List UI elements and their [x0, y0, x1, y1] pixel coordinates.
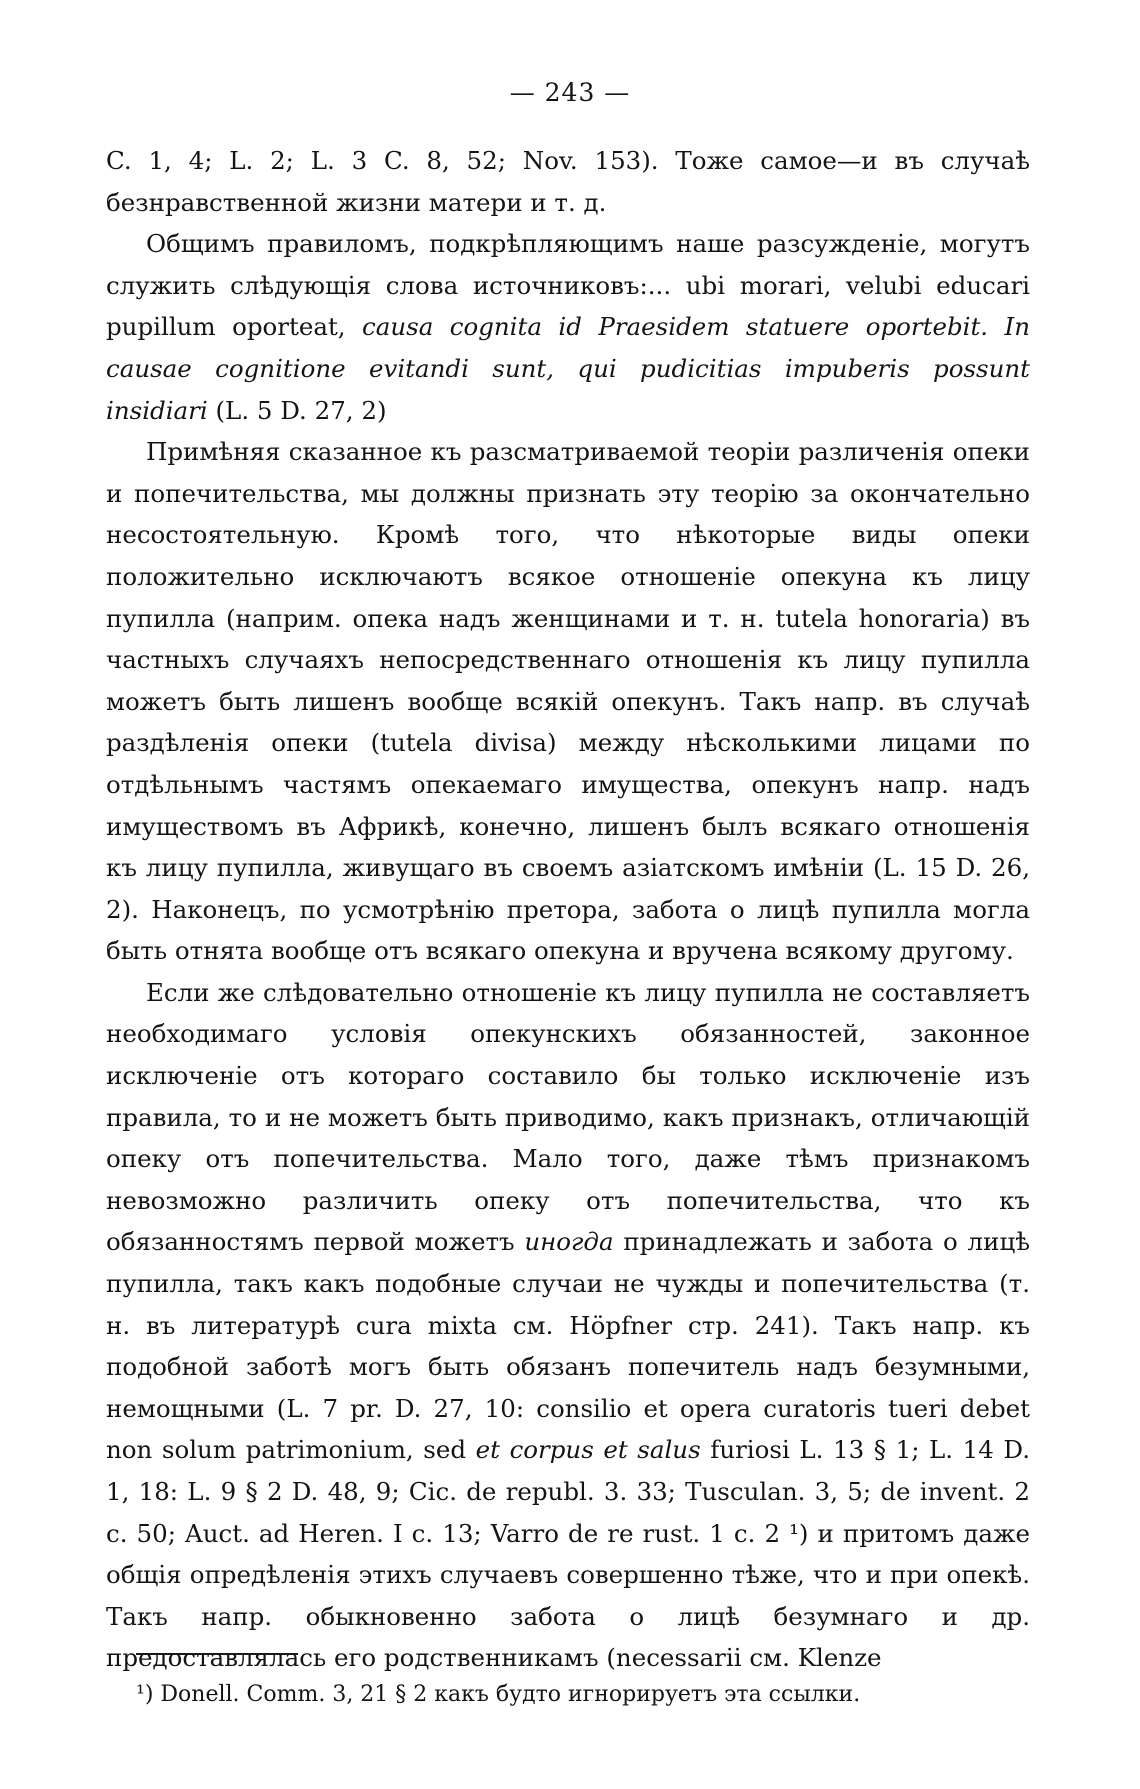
paragraph-4-middle-2: furiosi L. 13 § 1; L. 14 D. 1, 18: L. 9 § 2 D. 48, 9; Cic. de republ. 3. 33; Tusculan. 3, 5; de invent. 2 c. 50; Auct. ad Heren. I c. 13; Varro de re rust. 1 c. 2: [106, 1435, 1030, 1548]
emphasis-inogda: иногда: [524, 1227, 614, 1257]
paragraph-1-text: C. 1, 4; L. 2; L. 3 C. 8, 52; Nov. 153). Тоже самое—и въ случаѣ безнравственной жизни матери и т. д.: [106, 146, 1030, 217]
paragraph-4: [106, 972, 1030, 1679]
page-number: — 243 —: [509, 78, 631, 107]
paragraph-continuation: [106, 140, 1030, 223]
footnote-marker: ¹): [136, 1682, 154, 1707]
footnote-reference: ¹): [789, 1518, 809, 1548]
paragraph-2: [106, 223, 1030, 431]
emphasis-corpus-salus: et corpus et salus: [475, 1435, 701, 1465]
paragraph-4-end: и притомъ даже общія опредѣленія этихъ случаевъ совершенно тѣже, что и при опекѣ. Такъ напр. обыкновенно забота о лицѣ безумнаго и др. предоставлялась его родственникамъ (necessarii см. Klenze: [106, 1518, 1030, 1673]
paragraph-4-start: Если же слѣдовательно отношеніе къ лицу пупилла не составляетъ необходимаго условія опекунскихъ обязанностей, законное исключеніе отъ котораго составило бы только исключеніе изъ правила, то и не можетъ быть приводимо, какъ признакъ, отличающій опеку отъ попечительства. Мало того, даже тѣмъ признакомъ невозможно различить опеку отъ попечительства, что къ обязанностямъ первой можетъ: [106, 977, 1030, 1257]
paragraph-4-middle: принадлежать и забота о лицѣ пупилла, такъ какъ подобные случаи не чужды и попечительства (т. н. въ литературѣ cura mixta см. Höpfner стр. 241). Такъ напр. къ подобной заботѣ могъ быть обязанъ попечитель надъ безумными, немощными (L. 7 pr. D. 27, 10: consilio et opera curatoris tueri debet non solum patrimonium, sed: [106, 1227, 1030, 1465]
paragraph-2-start: Общимъ правиломъ, подкрѣпляющимъ наше разсужденіе, могутъ служить слѣдующія слова источниковъ:... ubi morari, velubi educari pupillum oporteat,: [106, 229, 1030, 342]
paragraph-2-citation: (L. 5 D. 27, 2): [207, 395, 387, 425]
footnote-text: Donell. Comm. 3, 21 § 2 какъ будто игнорируетъ эта ссылки.: [153, 1682, 861, 1707]
footnote-divider: [136, 1653, 298, 1655]
body-text: [106, 140, 1030, 1679]
latin-quote-italic: causa cognita id Praesidem statuere oportebit. In causae cognitione evitandi sunt, qui pudicitias impuberis possunt insidiari: [106, 312, 1030, 425]
paragraph-3: [106, 431, 1030, 972]
paragraph-3-text: Примѣняя сказанное къ разсматриваемой теоріи различенія опеки и попечительства, мы должны признать эту теорію за окончательно несостоятельную. Кромѣ того, что нѣкоторые виды опеки положительно исключаютъ всякое отношеніе опекуна къ лицу пупилла (наприм. опека надъ женщинами и т. н. tutela honoraria) въ частныхъ случаяхъ непосредственнаго отношенія къ лицу пупилла можетъ быть лишенъ вообще всякій опекунъ. Такъ напр. въ случаѣ раздѣленія опеки (tutela divisa) между нѣсколькими лицами по отдѣльнымъ частямъ опекаемаго имущества, опекунъ напр. надъ имуществомъ въ Африкѣ, конечно, лишенъ былъ всякаго отношенія къ лицу пупилла, живущаго въ своемъ азіатскомъ имѣніи (L. 15 D. 26, 2). Наконецъ, по усмотрѣнію претора, забота о лицѣ пупилла могла быть отнята вообще отъ всякаго опекуна и вручена всякому другому.: [106, 437, 1030, 966]
footnote: [136, 1680, 996, 1710]
